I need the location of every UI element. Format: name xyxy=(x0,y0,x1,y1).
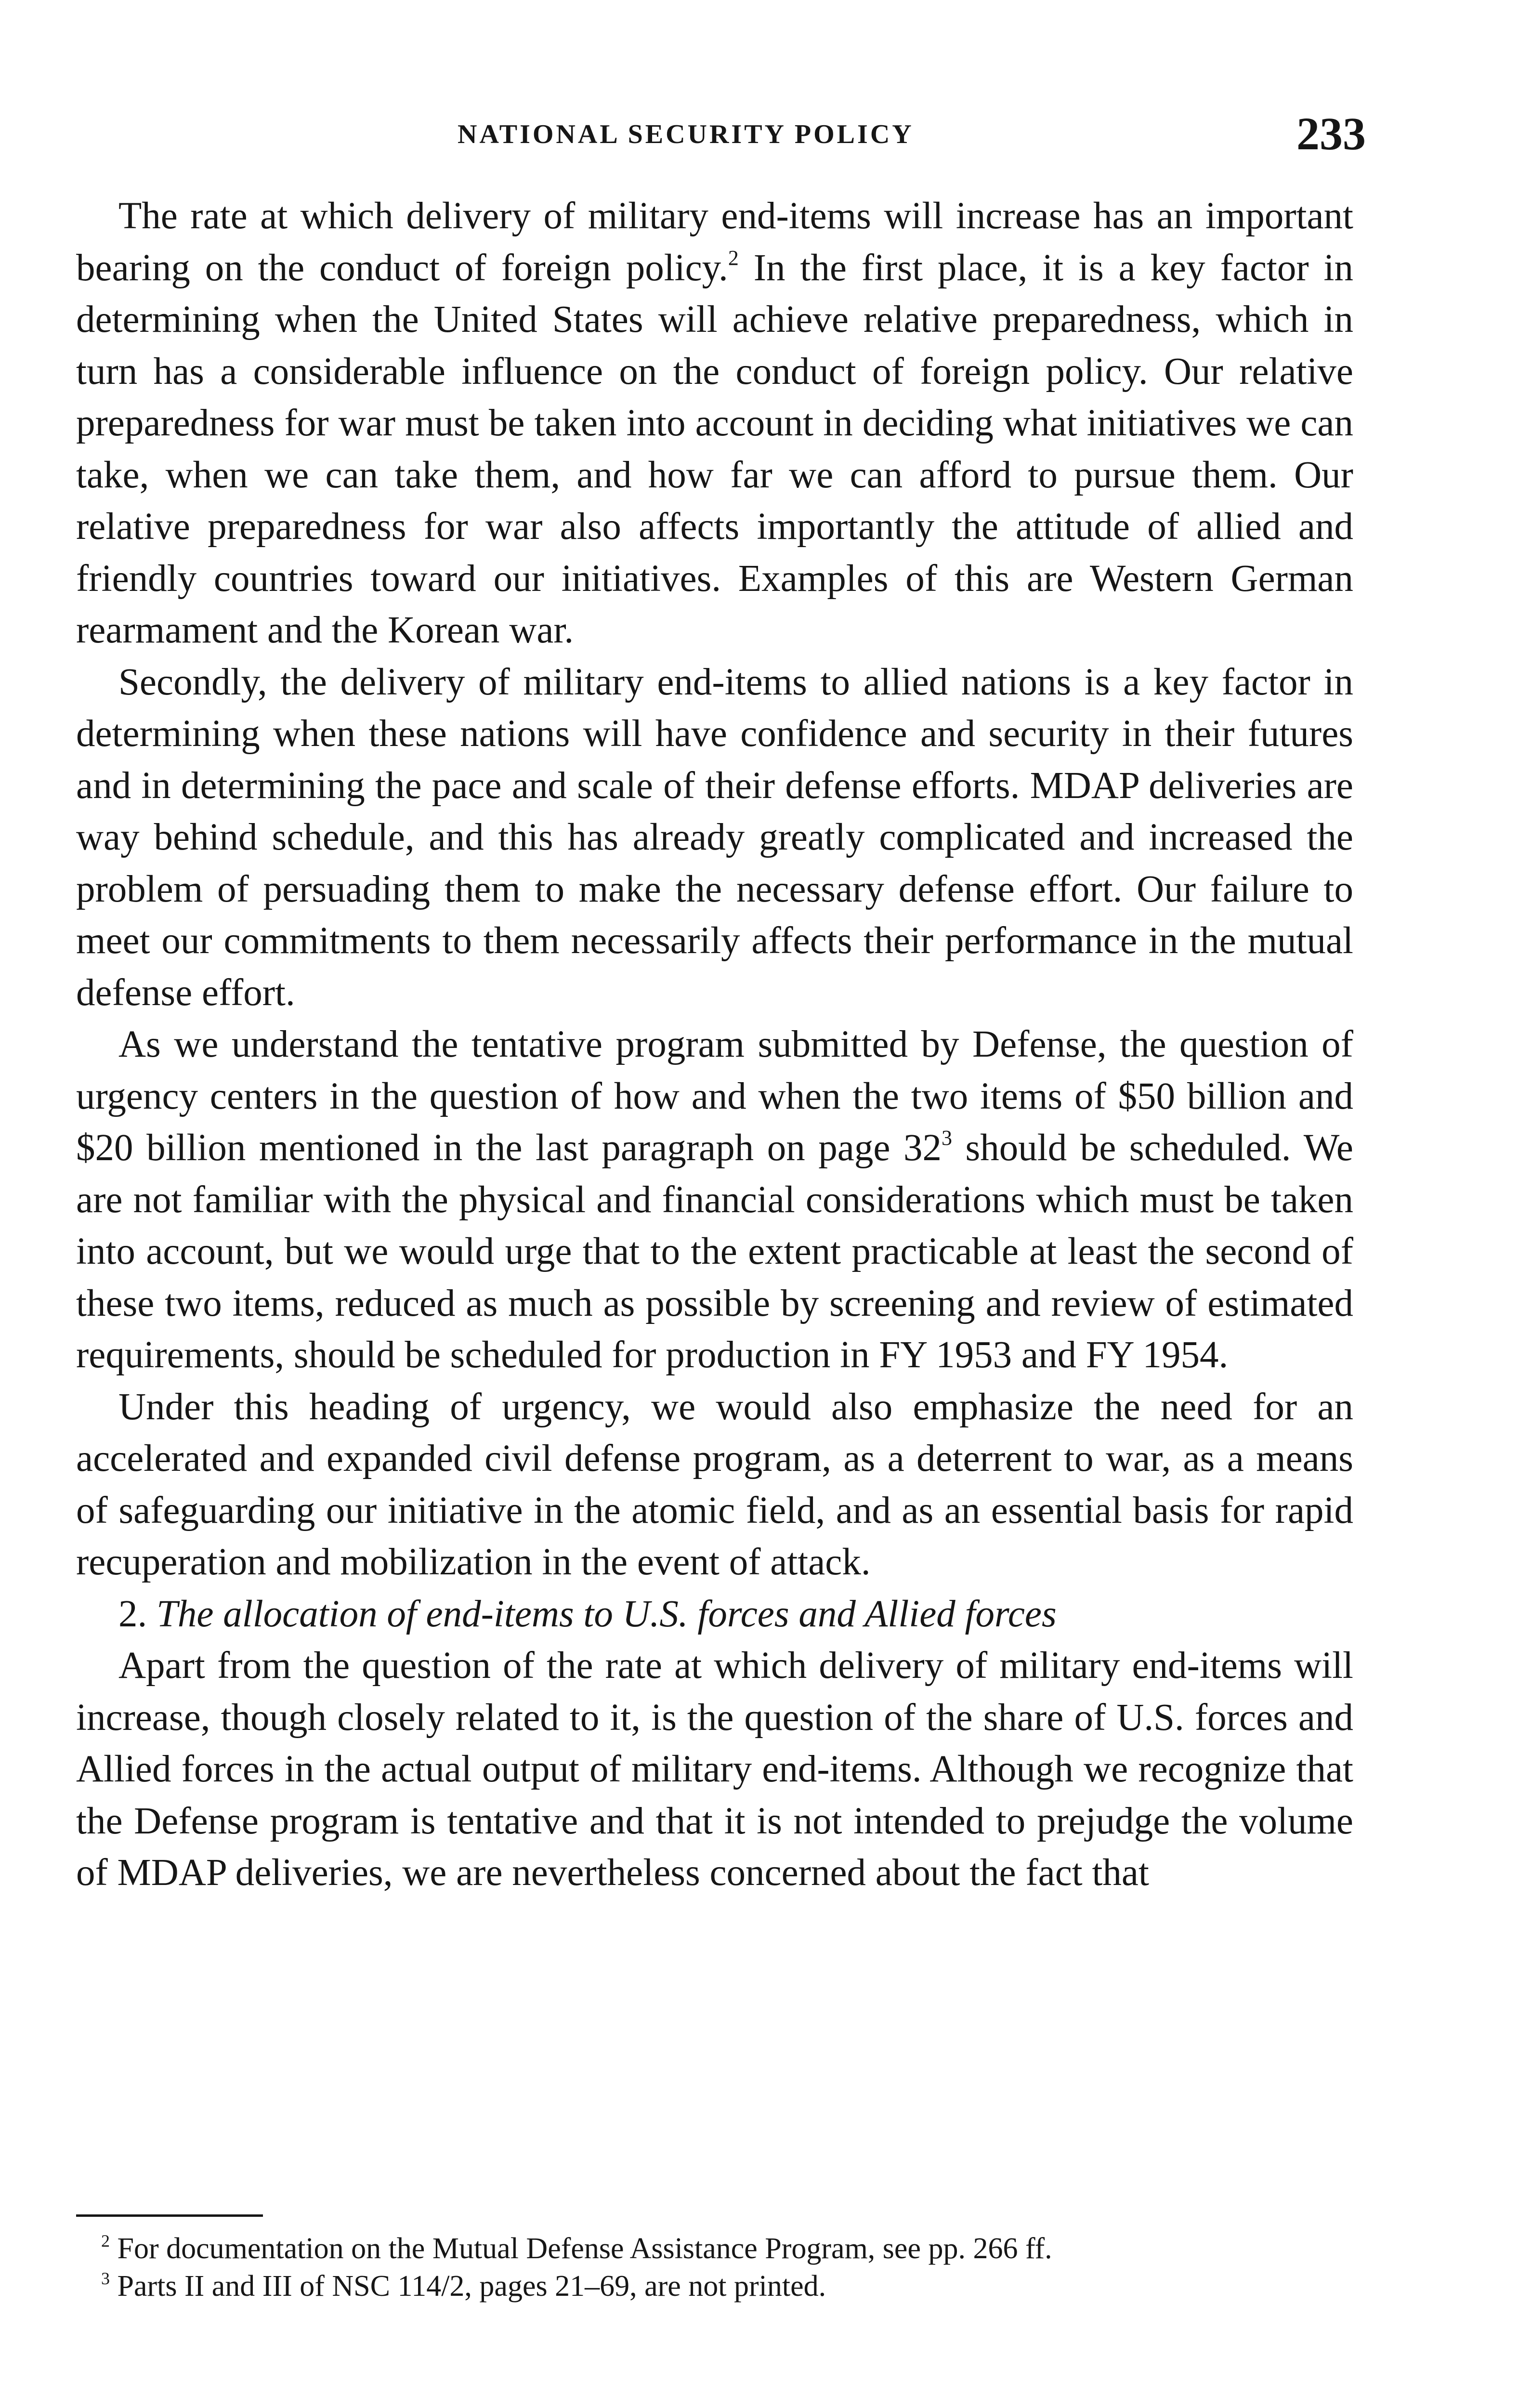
paragraph-text: The rate at which delivery of military end-items will increase has an important bearing on the conduct of foreign policy. xyxy=(76,195,1353,289)
footnote-marker: 3 xyxy=(101,2269,110,2288)
footnotes xyxy=(76,2230,1353,2305)
footnote-reference: 2 xyxy=(728,246,739,270)
running-title: NATIONAL SECURITY POLICY xyxy=(458,119,914,149)
section-heading xyxy=(76,1588,1353,1640)
running-header xyxy=(0,107,1518,159)
footnote-divider xyxy=(76,2214,263,2217)
paragraph: Under this heading of urgency, we would also emphasize the need for an accelerated and expanded civil defense program, as a deterrent to war, as a means of safeguarding our initiative in the atomic field, and as an essential basis for rapid recuperation and mobilization in the event of attack. xyxy=(76,1386,1353,1583)
section-number: 2. xyxy=(118,1593,157,1635)
footnote-text: Parts II and III of NSC 114/2, pages 21–69, are not printed. xyxy=(117,2270,826,2303)
paragraph xyxy=(76,190,1353,656)
paragraph-text: should be scheduled. We are not familiar with the physical and financial considerations which must be taken into account, but we would urge that to the extent practicable at least the second of these two items, reduced as much as possible by screening and review of estimated requirements, should be scheduled for production in FY 1953 and FY 1954. xyxy=(76,1127,1353,1376)
footnote xyxy=(76,2230,1353,2267)
paragraph: Apart from the question of the rate at which delivery of military end-items will increase, though closely related to it, is the question of the share of U.S. forces and Allied forces in the actual output of military end-items. Although we recognize that the Defense program is tentative and that it is not intended to prejudge the volume of MDAP deliveries, we are nevertheless concerned about the fact that xyxy=(76,1645,1353,1894)
paragraph xyxy=(76,1019,1353,1381)
footnote-reference: 3 xyxy=(941,1126,952,1150)
page-number: 233 xyxy=(1296,108,1366,159)
paragraph-text: In the first place, it is a key factor in determining when the United States will achieve relative preparedness, which in turn has a considerable influence on the conduct of foreign policy. Our relative preparedness for war must be taken into account in deciding what initiatives we can take, when we can take them, and how far we can afford to pursue them. Our relative preparedness for war also affects importantly the attitude of allied and friendly countries toward our initiatives. Examples of this are Western German rearmament and the Korean war. xyxy=(76,247,1353,651)
footnote-text: For documentation on the Mutual Defense Assistance Program, see pp. 266 ff. xyxy=(117,2232,1052,2265)
section-title: The allocation of end-items to U.S. forces and Allied forces xyxy=(157,1593,1057,1635)
body-text xyxy=(76,190,1353,1899)
paragraph: Secondly, the delivery of military end-items to allied nations is a key factor in determining when these nations will have confidence and security in their futures and in determining the pace and scale of their defense efforts. MDAP deliveries are way behind schedule, and this has already greatly complicated and increased the problem of persuading them to make the necessary defense effort. Our failure to meet our commitments to them necessarily affects their performance in the mutual defense effort. xyxy=(76,661,1353,1014)
footnote xyxy=(76,2267,1353,2305)
paragraph-text: As we understand the tentative program submitted by Defense, the question of urgency centers in the question of how and when the two items of $50 billion and $20 billion mentioned in the last paragraph on page 32 xyxy=(76,1023,1353,1169)
footnote-marker: 2 xyxy=(101,2231,110,2251)
